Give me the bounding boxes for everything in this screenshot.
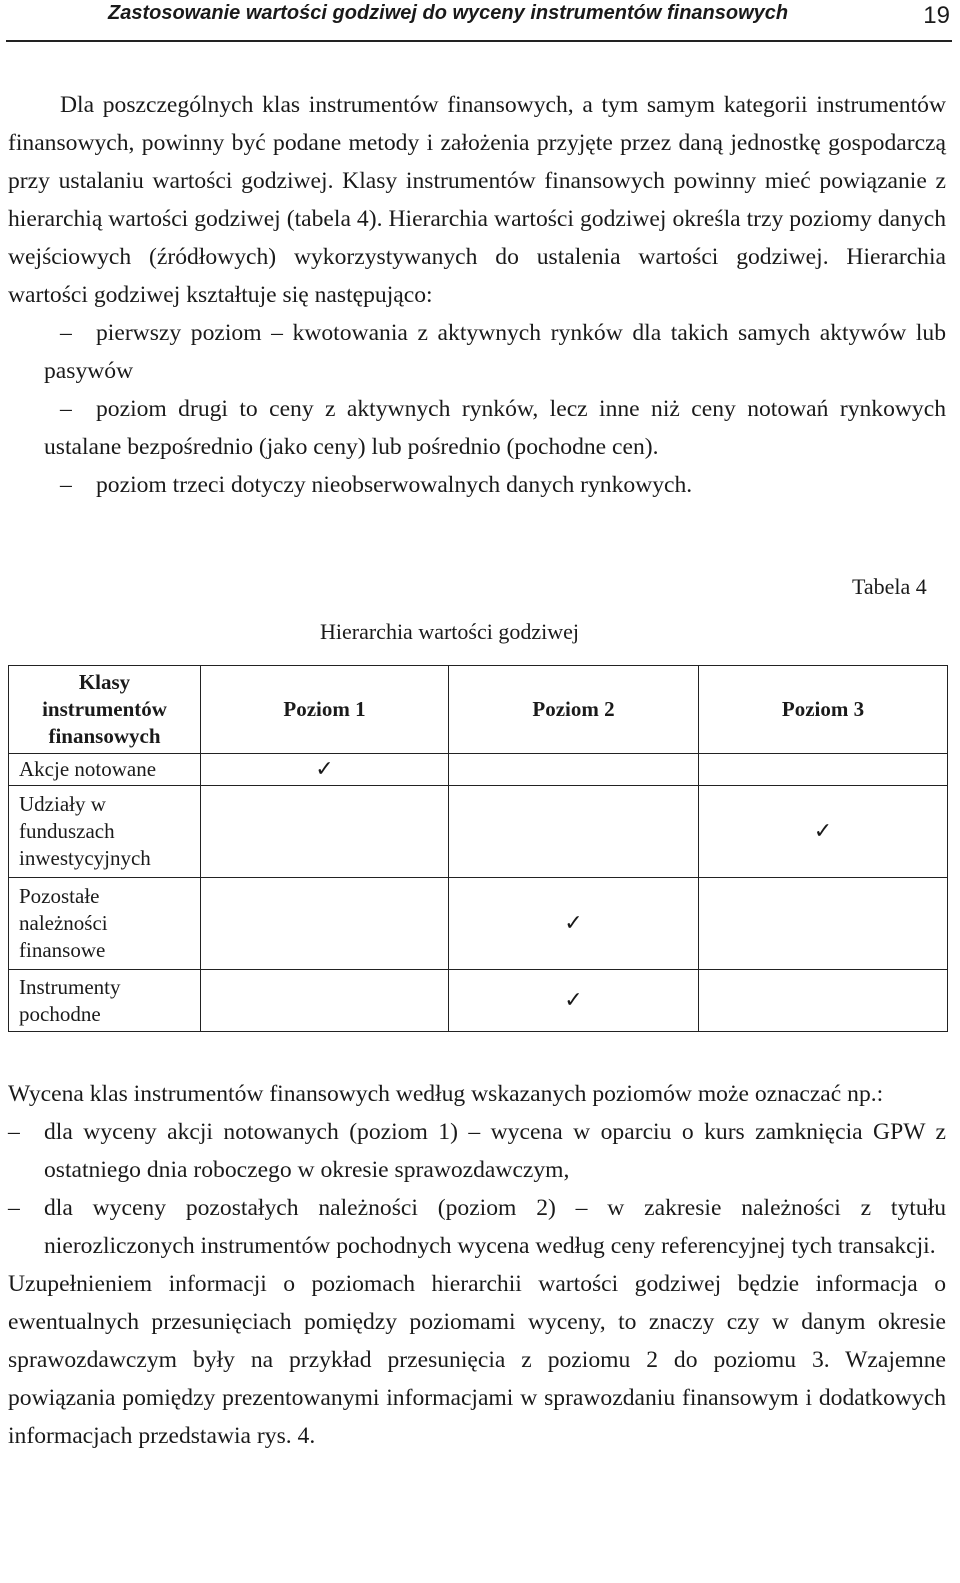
running-header [6, 0, 952, 42]
row-label: Pozostałe należności finansowe [9, 878, 201, 970]
check-cell [699, 970, 948, 1032]
table-title: Hierarchia wartości godziwej [320, 619, 579, 644]
closing-paragraph: Uzupełnieniem informacji o poziomach hierarchii wartości godziwej będzie informacja o ewentualnych przesunięciach pomiędzy poziomami wyceny, to znaczy czy w danym okresie sprawozdawczym były na przykład przesunięcia z poziomu 2 do poziomu 3. Wzajemne powiązania pomiędzy prezentowanymi informacjami w sprawozdaniu finansowym i dodatkowych informacjach przedstawia rys. 4. [8, 1271, 946, 1449]
check-cell [201, 878, 449, 970]
header-level-3: Poziom 3 [699, 666, 948, 754]
list-item: – poziom trzeci dotyczy nieobserwowalnych danych rynkowych. [8, 466, 946, 504]
page-number: 19 [923, 2, 950, 29]
header-level-2: Poziom 2 [449, 666, 699, 754]
row-label: Akcje notowane [9, 754, 201, 786]
header-level-1: Poziom 1 [201, 666, 449, 754]
table-number-label: Tabela 4 [852, 574, 927, 599]
check-cell [201, 970, 449, 1032]
check-cell [449, 754, 699, 786]
valuation-section [8, 1075, 946, 1455]
valuation-intro: Wycena klas instrumentów finansowych według wskazanych poziomów może oznaczać np.: [8, 1081, 884, 1107]
check-cell [699, 878, 948, 970]
check-cell [449, 786, 699, 878]
table-row [9, 970, 948, 1032]
table-row [9, 878, 948, 970]
table-row [9, 786, 948, 878]
check-cell [201, 786, 449, 878]
intro-paragraph: Dla poszczególnych klas instrumentów finansowych, a tym samym kategorii instrumentów finansowych, powinny być podane metody i założenia przyjęte przez daną jednostkę gospodarczą przy ustalaniu wartości godziwej. Klasy instrumentów finansowych powinny mieć powiązanie z hierarchią wartości godziwej (tabela 4). Hierarchia wartości godziwej określa trzy poziomy danych wejściowych (źródłowych) wykorzystywanych do ustalenia wartości godziwej. Hierarchia wartości godziwej kształtuje się następująco: [8, 92, 946, 308]
hierarchy-table [8, 665, 948, 1032]
check-cell: ✓ [449, 970, 699, 1032]
check-cell: ✓ [201, 754, 449, 786]
intro-section [8, 86, 946, 504]
table-header-row [9, 666, 948, 754]
check-cell: ✓ [699, 786, 948, 878]
header-title: Zastosowanie wartości godziwej do wyceny instrumentów finansowych [108, 2, 789, 24]
check-cell [699, 754, 948, 786]
list-item: – pierwszy poziom – kwotowania z aktywnych rynków dla takich samych aktywów lub pasywów [8, 314, 946, 390]
valuation-examples-list [8, 1113, 946, 1265]
hierarchy-levels-list [8, 314, 946, 504]
check-cell: ✓ [449, 878, 699, 970]
list-item: – dla wyceny pozostałych należności (poziom 2) – w zakresie należności z tytułu nierozliczonych instrumentów pochodnych wycena według ceny referencyjnej tych transakcji. [8, 1189, 946, 1265]
row-label: Udziały w funduszach inwestycyjnych [9, 786, 201, 878]
list-item: – dla wyceny akcji notowanych (poziom 1) – wycena w oparciu o kurs zamknięcia GPW z ostatniego dnia roboczego w okresie sprawozdawczym, [8, 1113, 946, 1189]
header-classes: Klasy instrumentów finansowych [9, 666, 201, 754]
table-row [9, 754, 948, 786]
hierarchy-table-container [8, 665, 947, 1032]
row-label: Instrumenty pochodne [9, 970, 201, 1032]
list-item: – poziom drugi to ceny z aktywnych rynków, lecz inne niż ceny notowań rynkowych ustalane bezpośrednio (jako ceny) lub pośrednio (pochodne cen). [8, 390, 946, 466]
